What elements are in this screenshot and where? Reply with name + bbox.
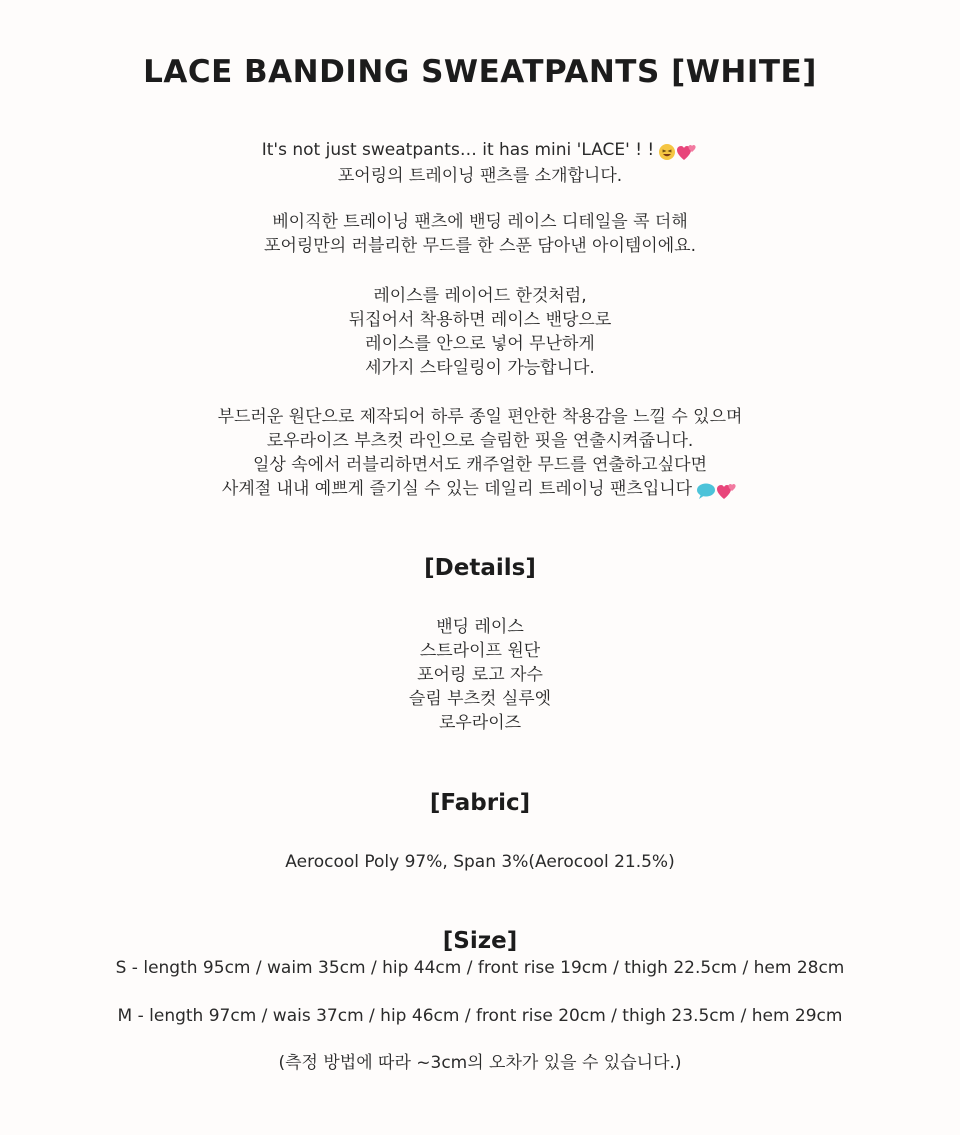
size-m-row: M - length 97cm / wais 37cm / hip 46cm / front rise 20cm / thigh 23.5cm / hem 29cm xyxy=(117,1006,843,1026)
fabric-heading: [Fabric] xyxy=(429,790,531,816)
details-item: 슬림 부츠컷 실루엣 xyxy=(408,689,552,709)
intro-line: 포어링의 트레이닝 팬츠를 소개합니다. xyxy=(337,166,623,186)
two-hearts-icon xyxy=(716,482,738,500)
intro-paragraph-2 xyxy=(0,210,960,258)
two-hearts-icon xyxy=(676,143,698,161)
intro-line: 포어링만의 러블리한 무드를 한 스푼 담아낸 아이템이에요. xyxy=(264,236,696,256)
intro-line: 세가지 스타일링이 가능합니다. xyxy=(365,358,595,378)
size-note: (측정 방법에 따라 ~3cm의 오차가 있을 수 있습니다.) xyxy=(278,1053,682,1073)
fabric-text: Aerocool Poly 97%, Span 3%(Aerocool 21.5%) xyxy=(285,852,675,872)
details-item: 밴딩 레이스 xyxy=(436,617,524,637)
intro-line: 로우라이즈 부츠컷 라인으로 슬림한 핏을 연출시켜줍니다. xyxy=(266,431,694,451)
details-list xyxy=(0,615,960,735)
intro-line xyxy=(0,477,960,503)
intro-line-text: It's not just sweatpants… it has mini 'LACE' ! ! xyxy=(261,140,655,160)
intro-line: 일상 속에서 러블리하면서도 캐주얼한 무드를 연출하고싶다면 xyxy=(253,455,707,475)
intro-line xyxy=(0,138,960,164)
laughing-face-icon xyxy=(658,143,676,161)
size-s-row: S - length 95cm / waim 35cm / hip 44cm / front rise 19cm / thigh 22.5cm / hem 28cm xyxy=(115,958,845,978)
intro-line: 뒤집어서 착용하면 레이스 밴당으로 xyxy=(348,310,612,330)
intro-paragraph-1 xyxy=(0,138,960,188)
emoji-group xyxy=(696,479,738,503)
details-item: 포어링 로고 자수 xyxy=(417,665,543,685)
details-heading: [Details] xyxy=(424,555,536,581)
intro-line: 레이스를 안으로 넣어 무난하게 xyxy=(365,334,595,354)
intro-line: 베이직한 트레이닝 팬츠에 밴딩 레이스 디테일을 콕 더해 xyxy=(272,212,688,232)
product-title: LACE BANDING SWEATPANTS [WHITE] xyxy=(143,54,817,90)
intro-line: 부드러운 원단으로 제작되어 하루 종일 편안한 착용감을 느낄 수 있으며 xyxy=(217,407,743,427)
intro-line-text: 사계절 내내 예쁘게 즐기실 수 있는 데일리 트레이닝 팬츠입니다 xyxy=(221,479,693,499)
speech-bubble-icon xyxy=(696,482,716,500)
details-item: 로우라이즈 xyxy=(438,713,522,733)
intro-paragraph-3 xyxy=(0,284,960,380)
intro-paragraph-4 xyxy=(0,405,960,503)
size-heading: [Size] xyxy=(442,928,518,954)
details-item: 스트라이프 원단 xyxy=(419,641,541,661)
emoji-group xyxy=(658,140,698,164)
intro-line: 레이스를 레이어드 한것처럼, xyxy=(373,286,587,306)
